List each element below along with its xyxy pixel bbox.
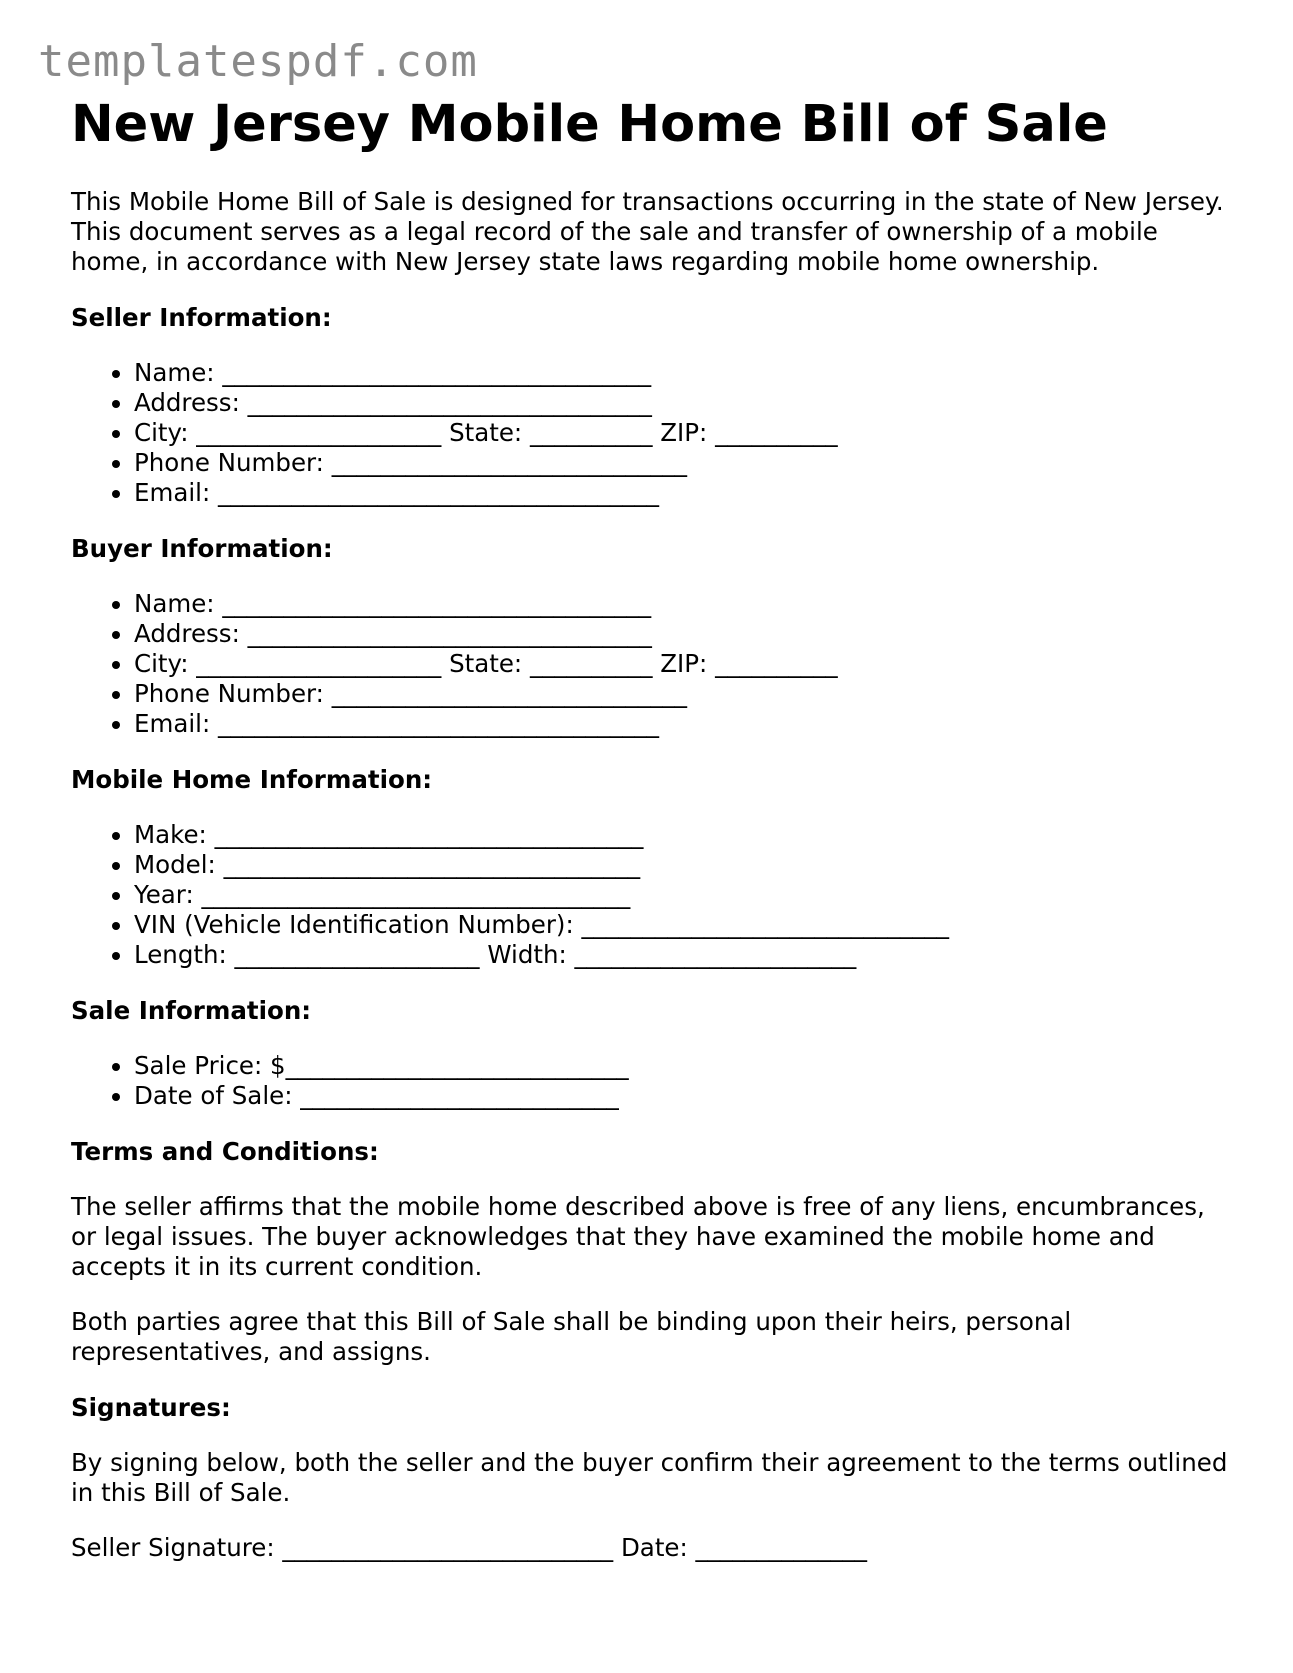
- page-title: New Jersey Mobile Home Bill of Sale: [71, 95, 1108, 154]
- seller-email-field[interactable]: • Email: ____________________________________: [134, 478, 1231, 508]
- buyer-heading: Buyer Information:: [71, 534, 333, 564]
- seller-name-field[interactable]: • Name: ___________________________________: [134, 358, 1231, 388]
- buyer-phone-field[interactable]: • Phone Number: _____________________________: [134, 679, 1231, 709]
- sale-price-field[interactable]: • Sale Price: $____________________________: [134, 1051, 1231, 1081]
- document-body: [71, 94, 1231, 1563]
- signatures-paragraph: By signing below, both the seller and the buyer confirm their agreement to the terms outlined in this Bill of Sale.: [71, 1448, 1228, 1508]
- signatures-heading: Signatures:: [71, 1393, 231, 1423]
- seller-phone-field[interactable]: • Phone Number: _____________________________: [134, 448, 1231, 478]
- length-width-field[interactable]: • Length: ____________________ Width: _______________________: [134, 940, 1231, 970]
- buyer-city-state-zip-field[interactable]: • City: ____________________ State: __________ ZIP: __________: [134, 649, 1231, 679]
- watermark: templatespdf.com: [38, 36, 478, 87]
- vin-field[interactable]: • VIN (Vehicle Identification Number): ______________________________: [134, 910, 1231, 940]
- terms-paragraph-1: The seller affirms that the mobile home described above is free of any liens, encumbrances, or legal issues. The buyer acknowledges that they have examined the mobile home and accepts it in its current condition.: [71, 1192, 1205, 1282]
- intro-paragraph: This Mobile Home Bill of Sale is designed for transactions occurring in the state of New Jersey. This document serves as a legal record of the sale and transfer of ownership of a mobile home, in accordance with New Jersey state laws regarding mobile home ownership.: [71, 187, 1224, 277]
- terms-paragraph-2: Both parties agree that this Bill of Sale shall be binding upon their heirs, personal representatives, and assigns.: [71, 1307, 1072, 1367]
- seller-heading: Seller Information:: [71, 303, 332, 333]
- seller-signature-line[interactable]: Seller Signature: ___________________________ Date: ______________: [71, 1533, 868, 1563]
- model-field[interactable]: • Model: __________________________________: [134, 850, 1231, 880]
- make-field[interactable]: • Make: ___________________________________: [134, 820, 1231, 850]
- sale-heading: Sale Information:: [71, 996, 312, 1026]
- terms-heading: Terms and Conditions:: [71, 1137, 379, 1167]
- mobile-home-heading: Mobile Home Information:: [71, 765, 433, 795]
- mobile-home-fields: [71, 820, 1231, 970]
- seller-fields: [71, 358, 1231, 508]
- buyer-name-field[interactable]: • Name: ___________________________________: [134, 589, 1231, 619]
- buyer-address-field[interactable]: • Address: _________________________________: [134, 619, 1231, 649]
- seller-city-state-zip-field[interactable]: • City: ____________________ State: __________ ZIP: __________: [134, 418, 1231, 448]
- sale-fields: [71, 1051, 1231, 1111]
- date-of-sale-field[interactable]: • Date of Sale: __________________________: [134, 1081, 1231, 1111]
- buyer-email-field[interactable]: • Email: ____________________________________: [134, 709, 1231, 739]
- year-field[interactable]: • Year: ___________________________________: [134, 880, 1231, 910]
- buyer-fields: [71, 589, 1231, 739]
- seller-address-field[interactable]: • Address: _________________________________: [134, 388, 1231, 418]
